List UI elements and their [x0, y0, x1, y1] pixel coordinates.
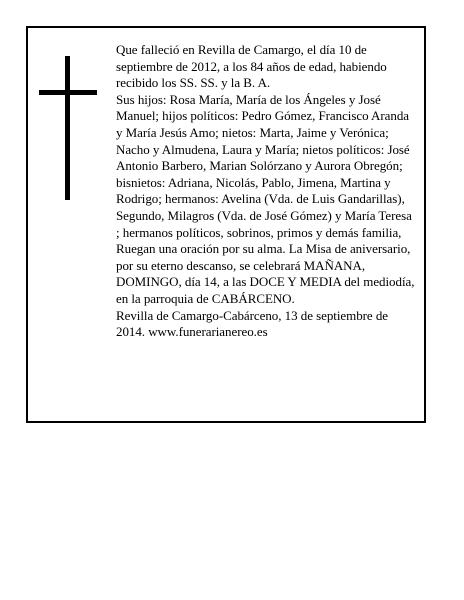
mass-announcement-paragraph: Ruegan una oración por su alma. La Misa de aniversario, por su eterno descanso, se celebrará MAÑANA, DOMINGO, día 14, a las DOCE Y MEDIA del mediodía, en la parroquia de CABÁRCENO. — [116, 241, 415, 306]
cross-vertical-bar — [65, 56, 70, 200]
death-details-paragraph: Que falleció en Revilla de Camargo, el día 10 de septiembre de 2012, a los 84 años de edad, habiendo recibido los SS. SS. y la B. A. — [116, 42, 387, 91]
obituary-text — [116, 42, 418, 341]
cross-horizontal-bar — [39, 90, 97, 95]
family-paragraph: Sus hijos: Rosa María, María de los Ángeles y José Manuel; hijos políticos: Pedro Gómez, Francisco Aranda y María Jesús Amo; nietos: Marta, Jaime y Verónica; Nacho y Almudena, Laura y María; nietos políticos: José Antonio Barbero, Marian Solórzano y Aurora Obregón; bisnietos: Adriana, Nicolás, Pablo, Jimena, Martina y Rodrigo; hermanos: Avelina (Vda. de Luis Gandarillas), Segundo, Milagros (Vda. de José Gómez) y María Teresa ; hermanos políticos, sobrinos, primos y demás familia, — [116, 91, 412, 240]
latin-cross-icon — [39, 56, 97, 200]
obituary-notice — [26, 26, 426, 423]
place-date-paragraph: Revilla de Camargo-Cabárceno, 13 de septiembre de 2014. www.funerarianereo.es — [116, 307, 389, 340]
